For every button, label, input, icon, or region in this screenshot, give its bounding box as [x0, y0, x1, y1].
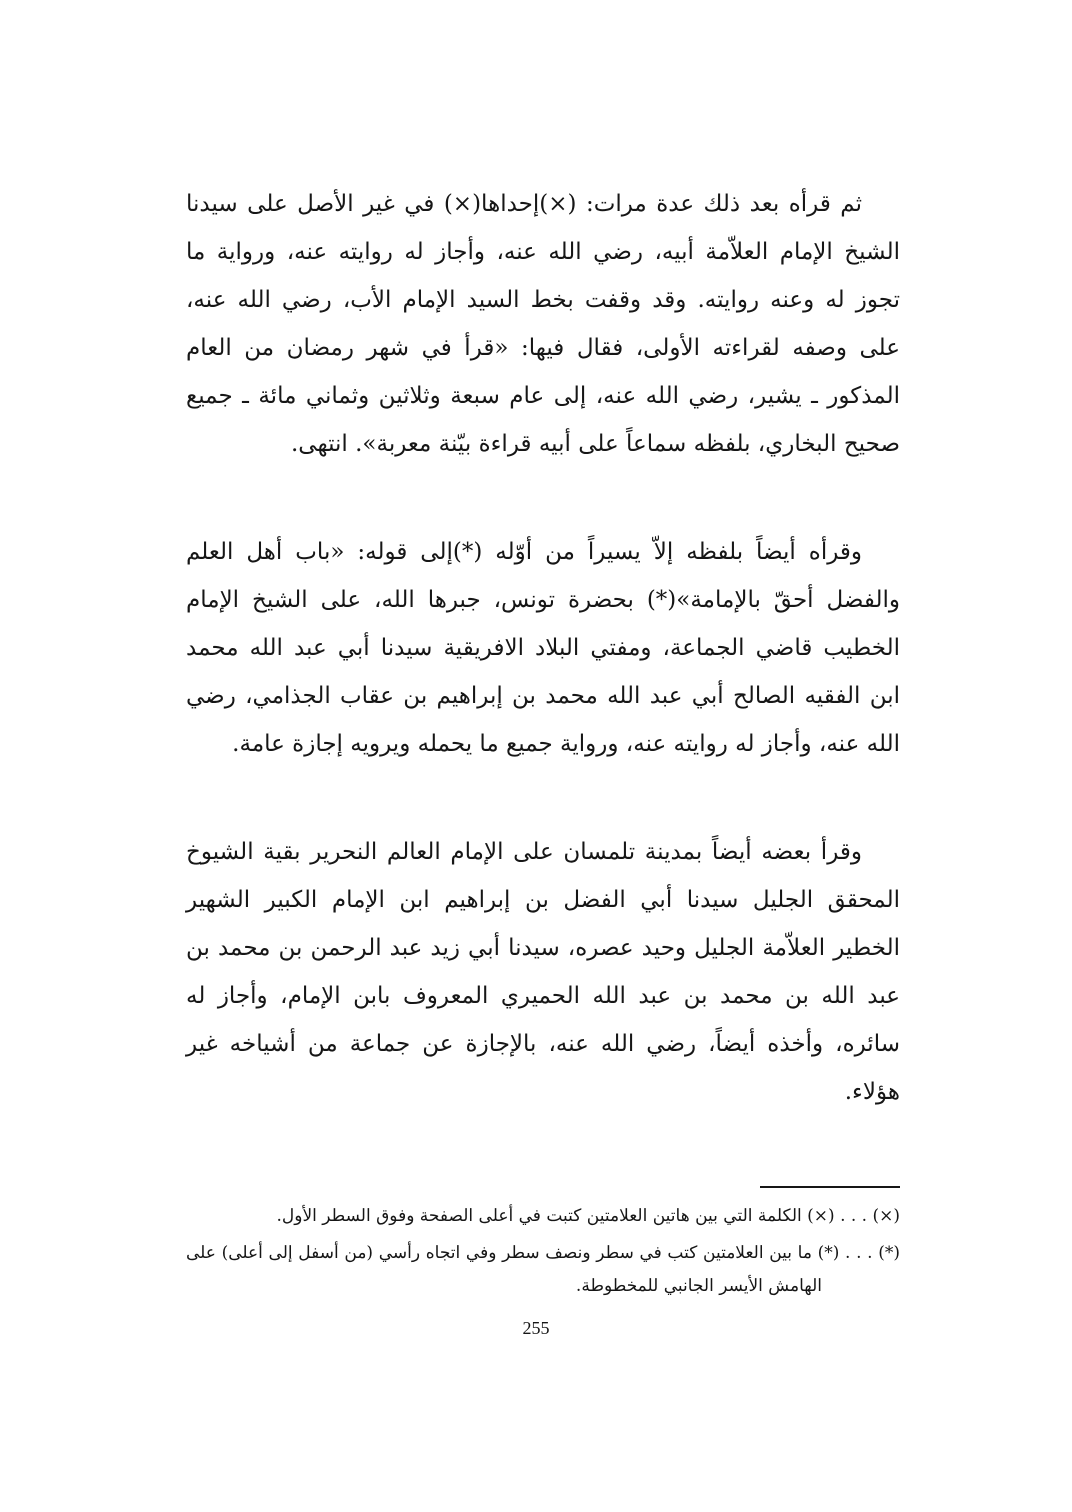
paragraph-2: وقرأه أيضاً بلفظه إلاّ يسيراً من أوّله (*)إلى قوله: «باب أهل العلم والفضل أحقّ بالإمامة»(*) بحضرة تونس، جبرها الله، على الشيخ الإمام الخطيب قاضي الجماعة، ومفتي البلاد الافريقية سيدنا أبي عبد الله محمد ابن الفقيه الصالح أبي عبد الله محمد بن إبراهيم بن عقاب الجذامي، رضي الله عنه، وأجاز له روايته عنه، ورواية جميع ما يحمله ويرويه إجازة عامة. [186, 539, 900, 757]
main-text [186, 180, 900, 1116]
paragraph-3: وقرأ بعضه أيضاً بمدينة تلمسان على الإمام العالم النحرير بقية الشيوخ المحقق الجليل سيدنا أبي الفضل بن إبراهيم ابن الإمام الكبير الشهير الخطير العلاّمة الجليل وحيد عصره، سيدنا أبي زيد عبد الرحمن بن محمد بن عبد الله بن محمد بن عبد الله الحميري المعروف بابن الإمام، وأجاز له سائره، وأخذه أيضاً، رضي الله عنه، بالإجازة عن جماعة من أشياخه غير هؤلاء. [186, 839, 900, 1105]
footnote-separator [760, 1186, 900, 1188]
footnote-2: (*) . . . (*) ما بين العلامتين كتب في سطر ونصف سطر وفي اتجاه رأسي (من أسفل إلى أعلى) على الهامش الأيسر الجانبي للمخطوطة. [186, 1243, 900, 1296]
page-number: 255 [522, 1318, 550, 1338]
paragraph-1: ثم قرأه بعد ذلك عدة مرات: (×)إحداها(×) في غير الأصل على سيدنا الشيخ الإمام العلاّمة أبيه، رضي الله عنه، وأجاز له روايته عنه، ورواية ما تجوز له وعنه روايته. وقد وقفت بخط السيد الإمام الأب، رضي الله عنه، على وصفه لقراءته الأولى، فقال فيها: «قرأ في شهر رمضان من العام المذكور ـ يشير، رضي الله عنه، إلى عام سبعة وثلاثين وثماني مائة ـ جميع صحيح البخاري، بلفظه سماعاً على أبيه قراءة بيّنة معربة». انتهى. [186, 191, 900, 457]
footnote-1: (×) . . . (×) الكلمة التي بين هاتين العلامتين كتبت في أعلى الصفحة وفوق السطر الأول. [276, 1206, 900, 1226]
footnotes [186, 1200, 900, 1303]
